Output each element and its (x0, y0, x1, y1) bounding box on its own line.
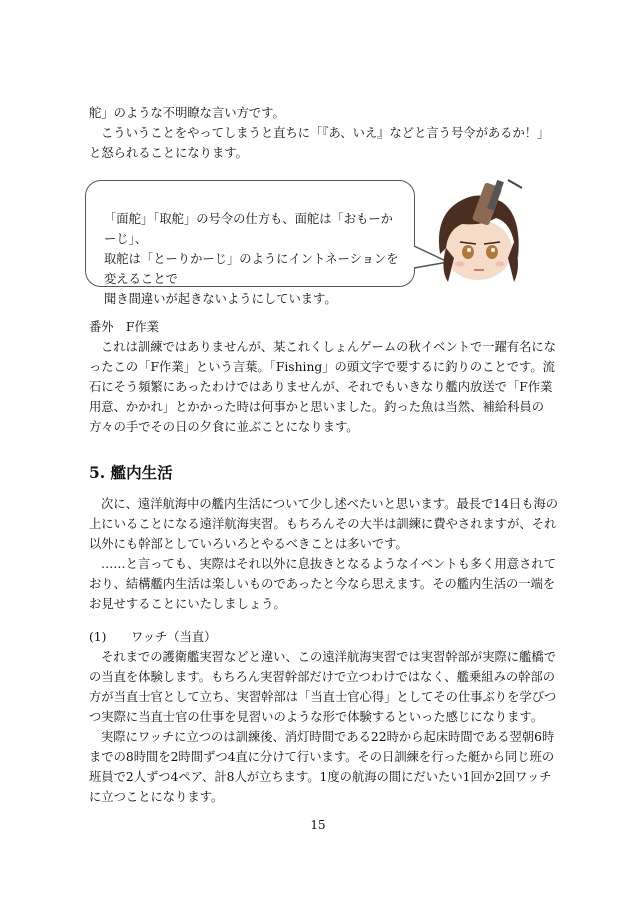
speech-bubble (85, 180, 415, 306)
speech-bubble-text: 「面舵」「取舵」の号令の仕方も、面舵は「おもーかーじ」、 取舵は「とーりかーじ」のようにイントネーションを変えることで 聞き間違いが起きないようにしています。 (104, 212, 399, 306)
extra-heading: 番外 F作業 (89, 320, 160, 334)
page-number: 15 (310, 818, 326, 832)
intro-line: 舵」のような不明瞭な言い方です。 (89, 106, 285, 120)
watch-paragraph-2: 実際にワッチに立つのは訓練後、消灯時間である22時から起床時間である翌朝6時までの8時間を2時間ずつ4直に分けて行います。その日訓練を行った艇から同じ班の班員で2人ずつ4ペア、計8人が立ちます。1度の航海の間にだいたい1回か2回ワッチに立つことになります。 (89, 730, 555, 804)
section-paragraph-2: ……と言っても、実際はそれ以外に息抜きとなるようなイベントも多く用意されており、結構艦内生活は楽しいものであったと今なら思えます。その艦内生活の一端をお見せすることにいたしましょう。 (89, 557, 556, 611)
subsection-heading (89, 627, 216, 647)
watch-paragraph-1: それまでの護衛艦実習などと違い、この遠洋航海実習では実習幹部が実際に艦橋での当直を体験します。もちろん実習幹部だけで立つわけではなく、艦乗組みの幹部の方が当直士官として立ち、実習幹部は「当直士官心得」としてその仕事ぶりを学びつつ実際に当直士官の仕事を見習いのような形で体験するといった感じになります。 (89, 650, 557, 724)
character-portrait-icon (418, 178, 546, 288)
extra-body: これは訓練ではありませんが、某これくしょんゲームの秋イベントで一躍有名になったこの「F作業」という言葉。「Fishing」の頭文字で要するに釣りのことです。流石にそう頻繁にあったわけではありませんが、それでもいきなり艦内放送で「F作業用意、かかれ」とかかった時は何事かと思いました。釣った魚は当然、補給科員の方々の手でその日の夕食に並ぶことになります。 (89, 340, 556, 434)
section-paragraph-1: 次に、遠洋航海中の艦内生活について少し述べたいと思います。最長で14日も海の上にいることになる遠洋航海実習。もちろんその大半は訓練に費やされますが、それ以外にも幹部としていろいろとやるべきことは多いです。 (89, 497, 559, 551)
subsection-title: ワッチ（当直） (131, 630, 217, 644)
section-heading: 5. 艦内生活 (89, 463, 173, 482)
intro-paragraph: こういうことをやってしまうと直ちに「『あ、いえ』などと言う号令があるか！」と怒られることになります。 (89, 126, 550, 160)
subsection-number: (1) (89, 630, 107, 644)
